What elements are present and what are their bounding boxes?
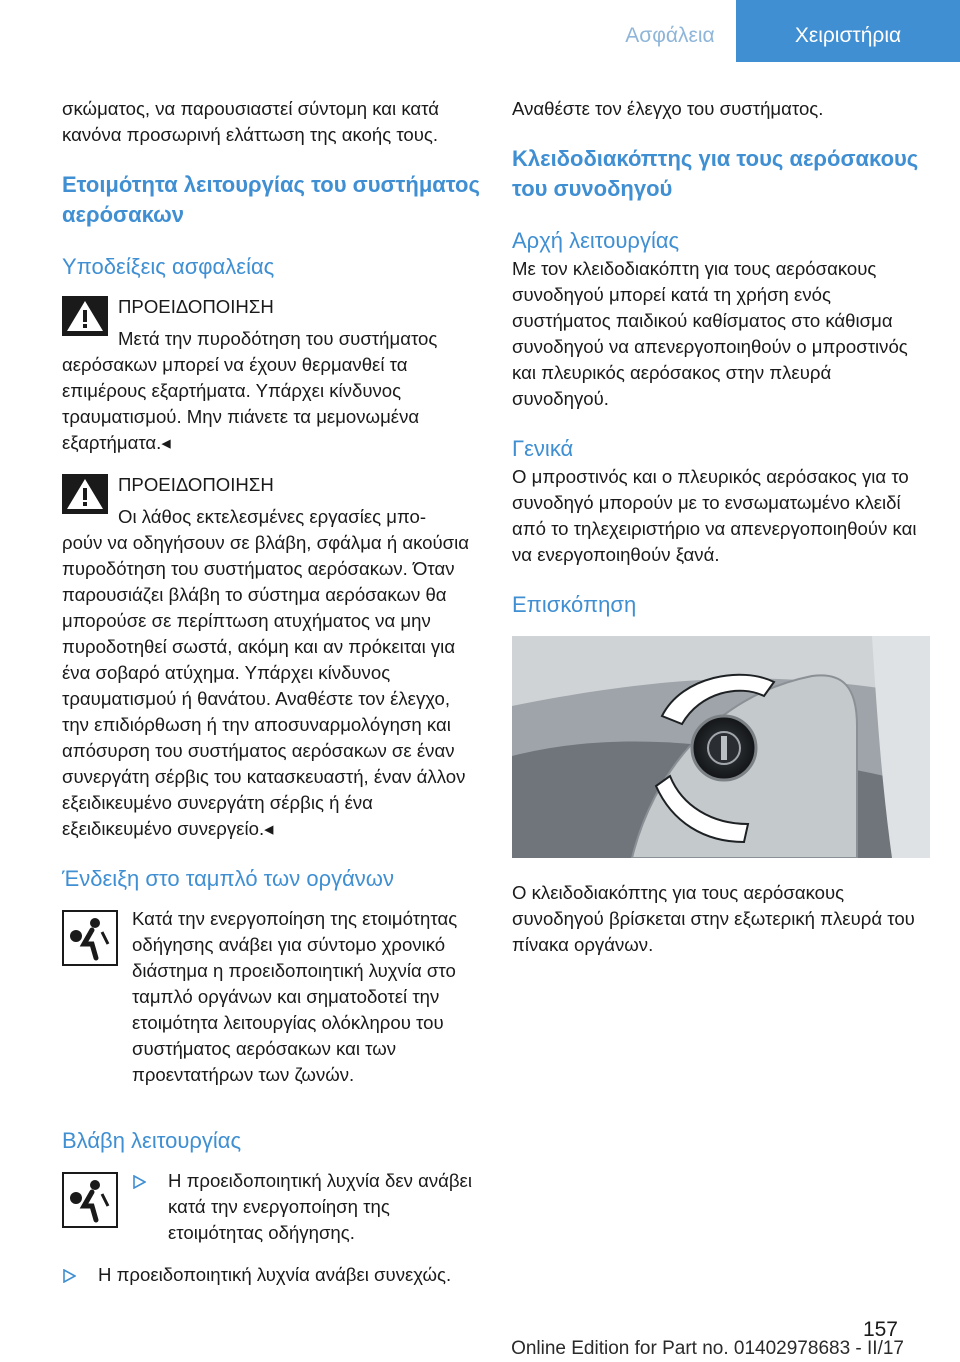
- warning-block-2: [62, 472, 480, 530]
- heading-safety-notes: Υποδείξεις ασφαλείας: [62, 254, 275, 279]
- warning-label: ΠΡΟΕΙΔΟΠΟΙΗΣΗ: [118, 296, 274, 317]
- warning-text-first: Οι λάθος εκτελεσμένες εργασίες μπο-: [118, 506, 427, 527]
- heading-passenger-airbag-switch: Κλειδοδιακόπτης για τους αερόσακους του συνοδηγού: [512, 146, 919, 201]
- header-chapter-tab: Χειριστήρια: [736, 0, 960, 62]
- warning-triangle-icon: [62, 474, 108, 514]
- general-text: Ο μπροστινός και ο πλευρικός αερόσακος για το συνοδηγό μπορούν με το ενσωματωμένο κλειδί από το τηλεχειριστήριο να απενεργοποιηθούν και να ενεργοποιηθούν ξανά.: [512, 466, 917, 565]
- airbag-switch-illustration: [512, 636, 930, 858]
- heading-general: Γενικά: [512, 436, 574, 461]
- photo-caption: Ο κλειδοδιακόπτης για τους αερόσακους συνοδηγού βρίσκεται στην εξωτερική πλευρά του πίνακα οργάνων.: [512, 882, 915, 955]
- fault-list-1: [132, 1168, 480, 1246]
- left-column: [62, 96, 480, 1288]
- warning-label: ΠΡΟΕΙΔΟΠΟΙΗΣΗ: [118, 474, 274, 495]
- warning-text-rest: ρούν να οδηγήσουν σε βλάβη, σφάλμα ή ακούσια πυροδότηση του συστήματος αερόσακων. Όταν παρουσιάζει βλάβη το σύστημα αερόσακων θα μπορούσε σε περίπτωση ατυχήματος να μην πυροδοτηθεί σωστά, ακόμη και αν πρόκειται για ένα σοβαρό ατύχημα. Υπάρχει κίνδυνος τραυματισμού ή θανάτου. Αναθέστε τον έλεγχο, την επιδιόρθωση ή την αποσυναρμολόγηση και απόσυρση του συστήματος αερόσακων σε έναν συνεργάτη σέρβις του κατασκευαστή, έναν άλλον εξειδικευμένο συνεργάτη σέρβις ή ένα εξειδικευμένο συνεργείο.◂: [62, 532, 470, 839]
- list-item: [62, 1262, 480, 1288]
- heading-operating-principle: Αρχή λειτουργίας: [512, 228, 680, 253]
- right-column: [512, 96, 930, 958]
- heading-airbag-readiness: Ετοιμότητα λειτουργίας του συστήματος αερόσακων: [62, 172, 480, 227]
- page-number: 157: [862, 1318, 898, 1341]
- warning-block-1: [62, 294, 480, 352]
- heading-instrument-indicator: Ένδειξη στο ταμπλό των οργάνων: [62, 866, 394, 891]
- fault-list-2: [62, 1262, 480, 1288]
- warning-text-first: Μετά την πυροδότηση του συστήματος: [118, 328, 438, 349]
- heading-overview: Επισκόπηση: [512, 592, 637, 617]
- list-item: [132, 1168, 480, 1246]
- list-item-text: Η προειδοποιητική λυχνία ανάβει συνεχώς.: [98, 1264, 452, 1285]
- triangle-bullet-icon: [132, 1175, 146, 1189]
- left-intro-paragraph: σκώματος, να παρουσιαστεί σύντομη και κατά κανόνα προσωρινή ελάττωση της ακοής τους.: [62, 98, 439, 145]
- fault-block: [62, 1168, 480, 1246]
- principle-text: Με τον κλειδοδιακόπτη για τους αερόσακους συνοδηγού μπορεί κατά τη χρήση ενός συστήματος παιδικού καθίσματος στο κάθισμα συνοδηγού να απενεργοποιηθούν ο μπροστινός και πλευρικός αερόσακος στην πλευρά συνοδηγού.: [512, 258, 908, 409]
- indicator-block: [62, 906, 480, 1088]
- edition-note: Online Edition for Part no. 01402978683 - II/17: [511, 1338, 904, 1359]
- airbag-warning-icon: [62, 1172, 118, 1228]
- heading-malfunction: Βλάβη λειτουργίας: [62, 1128, 242, 1153]
- indicator-text: Κατά την ενεργοποίηση της ετοιμότητας οδήγησης ανάβει για σύντομο χρονικό διάστημα η προειδοποιητική λυχνία στο ταμπλό οργάνων και σηματοδοτεί την ετοιμότητα λειτουργίας ολόκληρου του συστήματος αερόσακων και των προεντατήρων των ζωνών.: [132, 908, 458, 1085]
- warning-text-rest: αερόσακων μπορεί να έχουν θερμανθεί τα επιμέρους εξαρτήματα. Υπάρχει κίνδυνος τραυματισμού. Μην πιάνετε τα μεμονωμένα εξαρτήματα.◂: [62, 354, 420, 453]
- list-item-text: Η προειδοποιητική λυχνία δεν ανάβει κατά την ενεργοποίηση της ετοιμότητας οδήγησης.: [168, 1170, 472, 1243]
- header-section-tab: Ασφάλεια: [604, 0, 736, 62]
- airbag-switch-photo: [512, 636, 930, 858]
- triangle-bullet-icon: [62, 1269, 76, 1283]
- airbag-warning-icon: [62, 910, 118, 966]
- warning-triangle-icon: [62, 296, 108, 336]
- right-intro-paragraph: Αναθέστε τον έλεγχο του συστήματος.: [512, 98, 824, 119]
